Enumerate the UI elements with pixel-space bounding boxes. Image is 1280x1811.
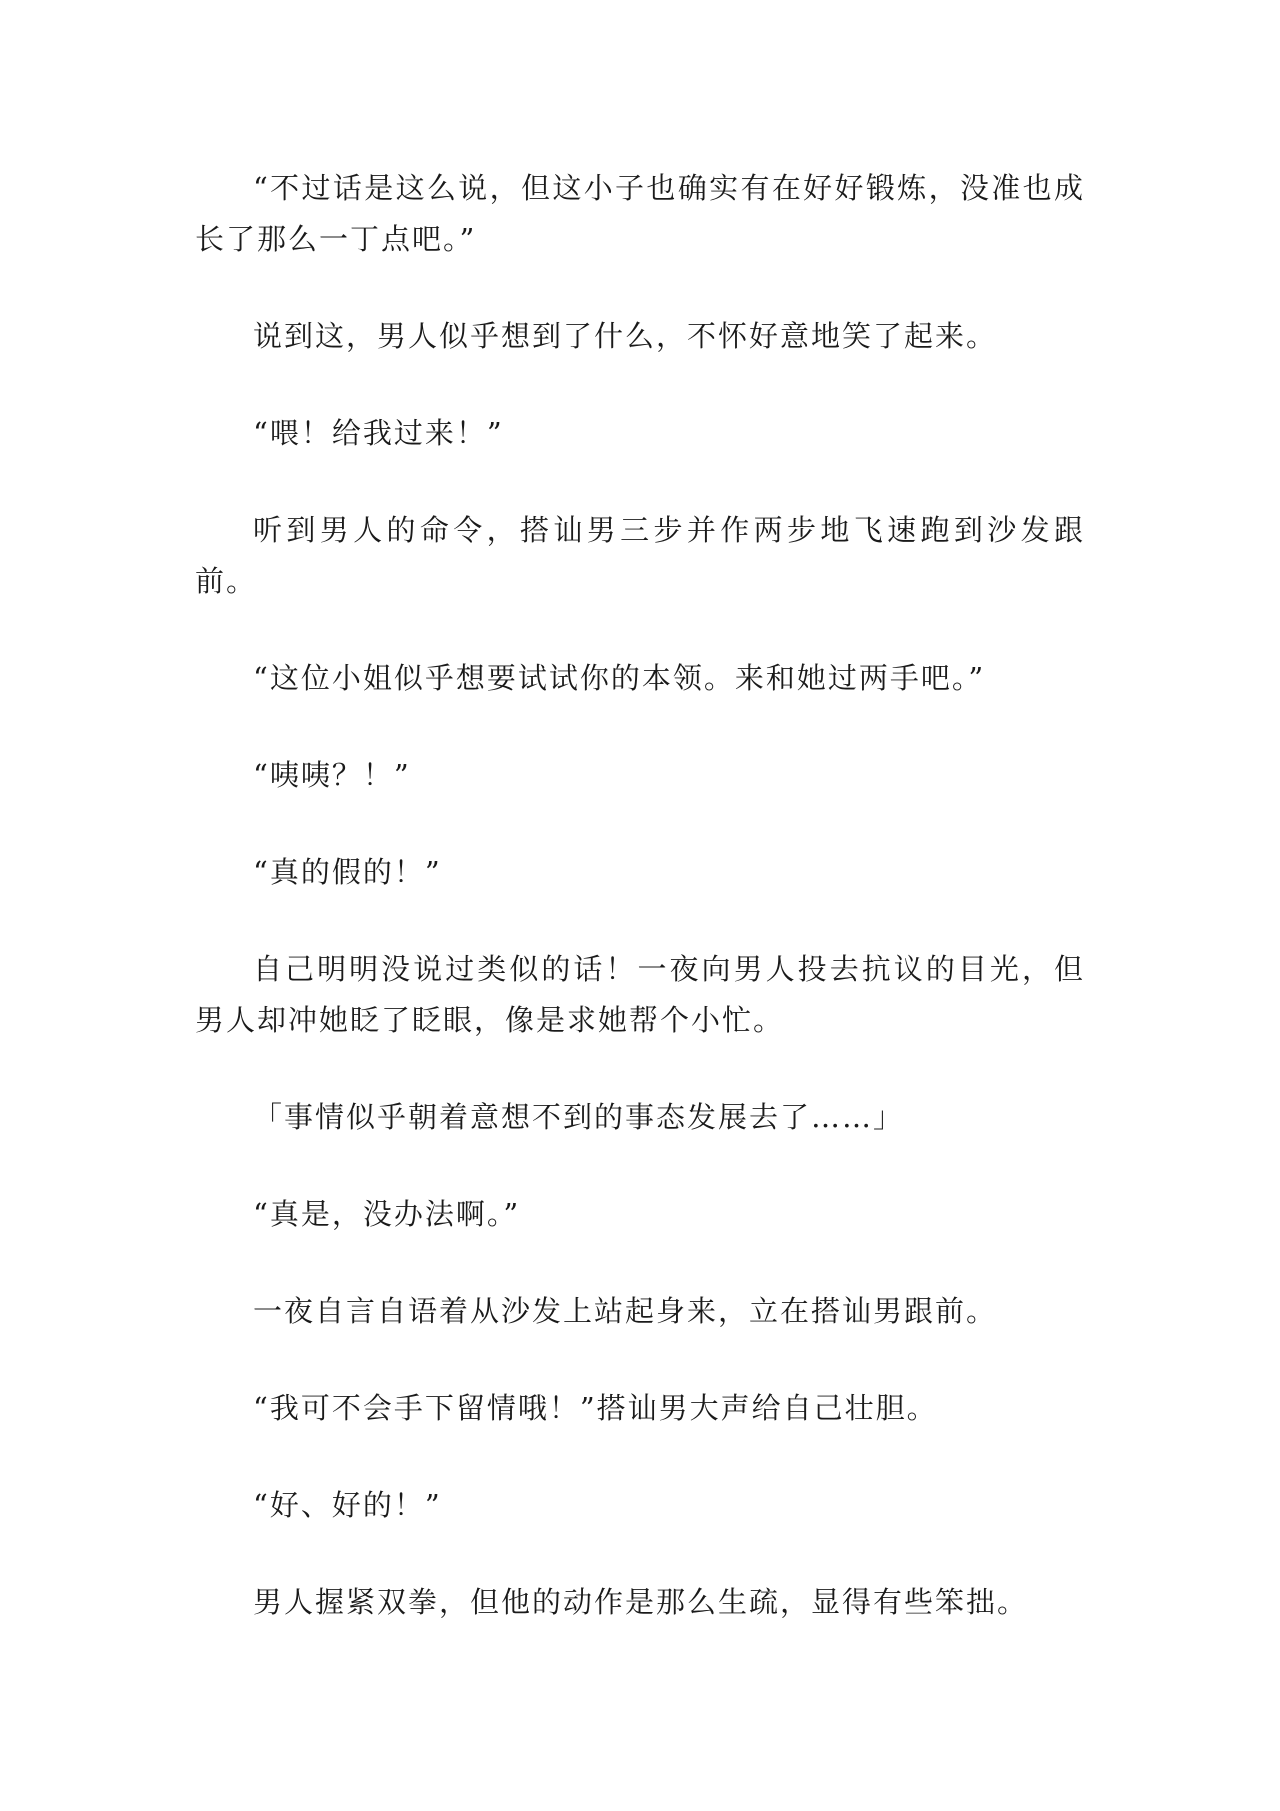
paragraph: 自己明明没说过类似的话！一夜向男人投去抗议的目光，但男人却冲她眨了眨眼，像是求她帮个小忙。: [195, 952, 1085, 1037]
paragraph: 说到这，男人似乎想到了什么，不怀好意地笑了起来。: [253, 319, 998, 353]
paragraph: “好、好的！”: [253, 1488, 442, 1522]
paragraph: 一夜自言自语着从沙发上站起身来，立在搭讪男跟前。: [253, 1294, 998, 1328]
paragraph: “真的假的！”: [253, 855, 442, 889]
document-page: [195, 163, 1085, 1674]
paragraph: “真是，没办法啊。”: [253, 1197, 521, 1231]
paragraph: “我可不会手下留情哦！”搭讪男大声给自己壮胆。: [253, 1391, 938, 1425]
paragraph: 听到男人的命令，搭讪男三步并作两步地飞速跑到沙发跟前。: [195, 513, 1085, 598]
paragraph: 男人握紧双拳，但他的动作是那么生疏，显得有些笨拙。: [253, 1585, 1029, 1619]
paragraph: “咦咦？！”: [253, 758, 411, 792]
paragraph: 「事情似乎朝着意想不到的事态发展去了……」: [253, 1100, 905, 1134]
paragraph: “这位小姐似乎想要试试你的本领。来和她过两手吧。”: [253, 661, 986, 695]
paragraph: “喂！给我过来！”: [253, 416, 504, 450]
paragraph: “不过话是这么说，但这小子也确实有在好好锻炼，没准也成长了那么一丁点吧。”: [195, 171, 1085, 256]
